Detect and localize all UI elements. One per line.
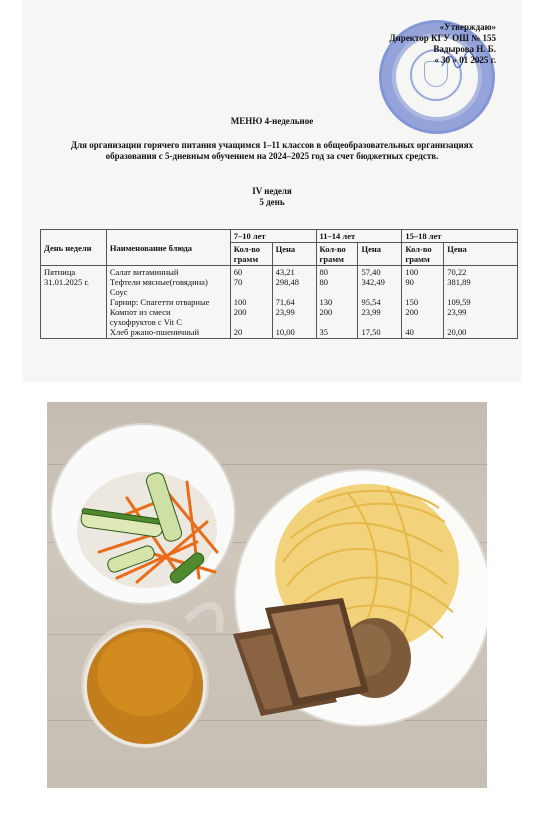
approval-block	[389, 22, 496, 66]
table-cell: 57,40	[361, 267, 381, 277]
approval-position: Директор КГУ ОШ № 155	[389, 33, 496, 43]
header-age-7-10: 7–10 лет	[230, 230, 316, 243]
dish-item: Компот из смеси	[109, 307, 171, 317]
header-price: Цена	[444, 243, 518, 266]
table-cell: 130	[319, 297, 333, 307]
dish-item: сухофруктов с Vit C	[109, 317, 182, 327]
table-cell: 71,64	[275, 297, 295, 307]
dish-item: Гарнир: Спагетти отварные	[109, 297, 210, 307]
dish-list	[106, 266, 230, 339]
table-cell: 150	[405, 297, 419, 307]
table-cell: 200	[319, 307, 333, 317]
table-cell: 23,99	[275, 307, 295, 317]
table-cell: 200	[405, 307, 419, 317]
table-row	[41, 266, 518, 339]
dish-item: Тефтели мясные(говядина)	[109, 277, 208, 287]
week-block	[22, 186, 522, 208]
table-cell: 95,54	[361, 297, 381, 307]
table-cell: 200	[233, 307, 247, 317]
table-cell: 298,48	[275, 277, 300, 287]
table-cell	[405, 287, 440, 297]
header-dish-name: Наименование блюда	[106, 230, 230, 266]
dish-item: Соус	[109, 287, 128, 297]
approval-date: « 30 » 01 2025 г.	[434, 55, 496, 65]
g1-price-col	[272, 266, 316, 339]
table-cell: 70,22	[447, 267, 467, 277]
g3-price-col	[444, 266, 518, 339]
dish-item: Салат витаминный	[109, 267, 179, 277]
table-cell: 35	[319, 327, 329, 337]
header-age-11-14: 11–14 лет	[316, 230, 402, 243]
approval-heading: «Утверждаю»	[439, 22, 496, 32]
table-cell: 90	[405, 277, 414, 287]
table-cell: 23,99	[361, 307, 381, 317]
document-title: МЕНЮ 4-недельное	[230, 116, 314, 126]
table-cell	[276, 317, 313, 327]
compote-cup-icon	[81, 605, 220, 748]
table-cell: 60	[233, 267, 243, 277]
table-cell: 100	[405, 267, 419, 277]
day-cell	[41, 266, 107, 339]
table-cell	[320, 317, 355, 327]
header-day-of-week: День недели	[41, 230, 107, 266]
day-label: 5 день	[259, 197, 285, 207]
table-cell: 23,99	[447, 307, 467, 317]
table-cell	[361, 287, 398, 297]
table-cell	[234, 287, 269, 297]
g1-qty-col	[230, 266, 272, 339]
table-cell: 342,49	[361, 277, 385, 287]
table-cell: 80	[319, 277, 329, 287]
week-label: IV неделя	[252, 186, 292, 196]
table-cell: 70	[233, 277, 243, 287]
approval-name: Вадырова Н. Б.	[433, 44, 496, 54]
menu-table	[40, 229, 518, 339]
header-price: Цена	[358, 243, 402, 266]
table-cell: 381,89	[447, 277, 471, 287]
table-cell	[276, 287, 313, 297]
salad-bowl-icon	[51, 424, 235, 604]
table-cell: 20	[233, 327, 243, 337]
table-cell: 100	[233, 297, 247, 307]
table-cell	[405, 317, 440, 327]
dish-item: Хлеб ржано-пшеничный	[109, 327, 200, 337]
table-cell	[447, 317, 514, 327]
table-cell: 109,59	[447, 297, 471, 307]
meal-photo	[47, 402, 487, 788]
dinner-plate-icon	[233, 470, 487, 726]
header-qty: Кол-во грамм	[230, 243, 272, 266]
table-cell	[447, 287, 514, 297]
date: 31.01.2025 г.	[44, 277, 90, 287]
table-cell: 20,00	[447, 327, 467, 337]
table-cell: 10,00	[275, 327, 295, 337]
table-cell: 80	[319, 267, 329, 277]
table-cell: 17,50	[361, 327, 381, 337]
menu-document	[22, 0, 522, 382]
table-cell	[320, 287, 355, 297]
table-cell: 43,21	[275, 267, 295, 277]
header-age-15-18: 15–18 лет	[402, 230, 518, 243]
table-header-row	[41, 230, 518, 243]
weekday: Пятница	[44, 267, 76, 277]
g3-qty-col	[402, 266, 444, 339]
table-cell	[234, 317, 269, 327]
header-qty: Кол-во грамм	[316, 243, 358, 266]
header-price: Цена	[272, 243, 316, 266]
document-subtitle: Для организации горячего питания учащимся 1–11 классов в общеобразовательных организациях образования с 5-дневным обучением на 2024–2025 год за счет бюджетных средств.	[70, 140, 474, 161]
g2-qty-col	[316, 266, 358, 339]
table-cell: 40	[405, 327, 414, 337]
header-qty: Кол-во грамм	[402, 243, 444, 266]
g2-price-col	[358, 266, 402, 339]
table-cell	[361, 317, 398, 327]
